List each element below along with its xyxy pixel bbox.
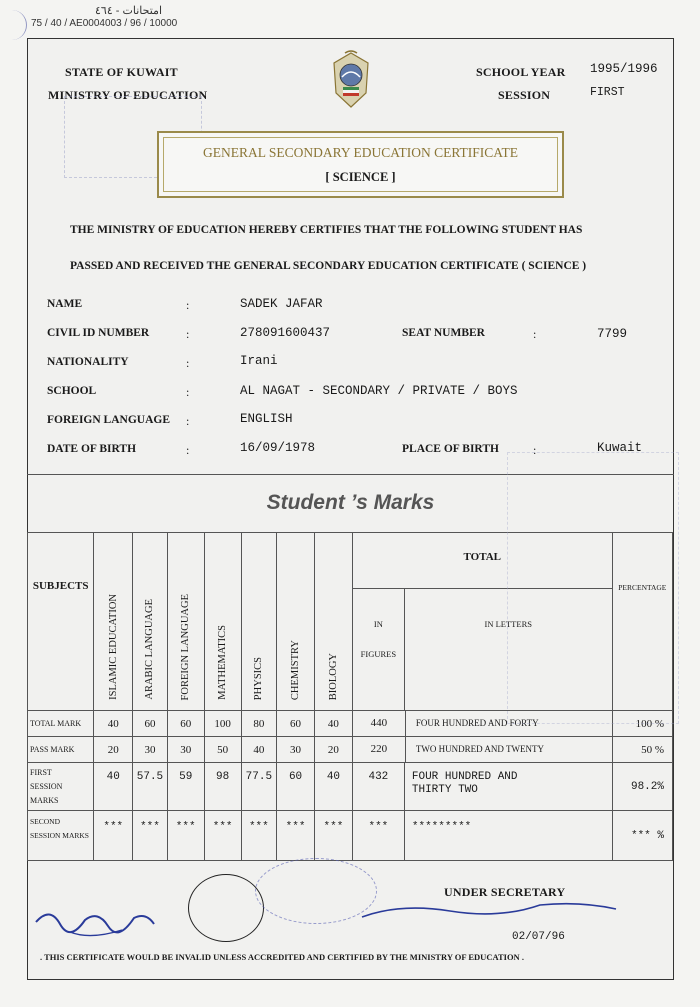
subject-header bbox=[241, 533, 276, 711]
student-name: SADEK JAFAR bbox=[240, 297, 323, 311]
mark-cell: 57.5 bbox=[133, 763, 168, 811]
subject-name: FOREIGN LANGUAGE bbox=[180, 593, 192, 700]
percentage-cell: 98.2% bbox=[612, 763, 672, 811]
mark-cell: *** bbox=[241, 811, 276, 861]
civil-id-label: CIVIL ID NUMBER bbox=[47, 327, 150, 339]
school-label: SCHOOL bbox=[47, 385, 97, 397]
mark-cell: 100 bbox=[204, 711, 241, 737]
mark-cell: 40 bbox=[94, 763, 133, 811]
mark-cell: 60 bbox=[133, 711, 168, 737]
mark-cell: 98 bbox=[204, 763, 241, 811]
total-figure: 432 bbox=[353, 763, 405, 810]
name-label: NAME bbox=[47, 298, 83, 310]
colon: : bbox=[533, 443, 537, 457]
mark-cell: 50 bbox=[204, 737, 241, 763]
certificate-subtitle: [ SCIENCE ] bbox=[325, 170, 396, 184]
percentage-cell: 100 % bbox=[612, 711, 672, 737]
mark-cell: 60 bbox=[277, 763, 315, 811]
colon: : bbox=[533, 327, 537, 341]
seat-number-label: SEAT NUMBER bbox=[402, 327, 485, 339]
marks-title: Student ’s Marks bbox=[266, 491, 435, 514]
state-of-kuwait: STATE OF KUWAIT bbox=[65, 65, 178, 79]
in-letters-label: IN LETTERS bbox=[484, 619, 532, 629]
mark-cell: 20 bbox=[314, 737, 352, 763]
mark-cell: *** bbox=[314, 811, 352, 861]
subject-header bbox=[94, 533, 133, 711]
certificate-title-box bbox=[157, 131, 564, 198]
validity-notice: . THIS CERTIFICATE WOULD BE INVALID UNLESS ACCREDITED AND CERTIFIED BY THE MINISTRY OF EDUCATION . bbox=[40, 952, 524, 962]
mark-cell: *** bbox=[133, 811, 168, 861]
date-of-birth-label: DATE OF BIRTH bbox=[47, 443, 137, 455]
mark-cell: 60 bbox=[277, 711, 315, 737]
colon: : bbox=[186, 414, 190, 428]
percentage-cell: 50 % bbox=[612, 737, 672, 763]
in-figures-label: IN FIGURES bbox=[353, 589, 405, 710]
subject-header bbox=[314, 533, 352, 711]
mark-cell: 40 bbox=[314, 711, 352, 737]
subject-header bbox=[133, 533, 168, 711]
session-label: SESSION bbox=[498, 88, 551, 102]
subject-name: PHYSICS bbox=[253, 656, 265, 700]
subjects-header bbox=[28, 533, 94, 711]
document-reference: 75 / 40 / AE0004003 / 96 / 10000 bbox=[31, 18, 178, 29]
colon: : bbox=[186, 356, 190, 370]
foreign-language: ENGLISH bbox=[240, 412, 293, 426]
subjects-label: SUBJECTS bbox=[32, 580, 89, 592]
school-name: AL NAGAT - SECONDARY / PRIVATE / BOYS bbox=[240, 384, 518, 398]
mark-cell: 40 bbox=[314, 763, 352, 811]
total-figure: *** bbox=[353, 811, 405, 860]
colon: : bbox=[186, 298, 190, 312]
row-label: TOTAL MARK bbox=[28, 711, 94, 737]
ministry-of-education: MINISTRY OF EDUCATION bbox=[48, 88, 208, 102]
mark-cell: 20 bbox=[94, 737, 133, 763]
mark-cell: *** bbox=[204, 811, 241, 861]
subject-name: BIOLOGY bbox=[327, 652, 339, 700]
place-of-birth: Kuwait bbox=[597, 441, 643, 455]
total-cell bbox=[352, 763, 612, 811]
school-year-value: 1995/1996 bbox=[590, 62, 658, 76]
under-secretary: UNDER SECRETARY bbox=[444, 885, 566, 899]
place-of-birth-label: PLACE OF BIRTH bbox=[402, 443, 499, 455]
total-cell bbox=[352, 811, 612, 861]
table-row bbox=[28, 763, 673, 811]
statement-line-2: PASSED AND RECEIVED THE GENERAL SECONDARY EDUCATION CERTIFICATE ( SCIENCE ) bbox=[70, 260, 587, 272]
official-seal bbox=[188, 874, 264, 942]
foreign-language-label: FOREIGN LANGUAGE bbox=[47, 414, 170, 426]
session-value: FIRST bbox=[590, 86, 625, 99]
nationality-label: NATIONALITY bbox=[47, 356, 129, 368]
row-label: FIRST SESSION MARKS bbox=[28, 763, 94, 811]
top-arabic-ref: امتحانات - ٤٦٤ bbox=[95, 5, 162, 17]
total-letters: FOUR HUNDRED AND THIRTY TWO bbox=[411, 771, 518, 796]
table-row bbox=[28, 811, 673, 861]
mark-cell: *** bbox=[277, 811, 315, 861]
corner-stamp bbox=[0, 10, 27, 40]
row-label: PASS MARK bbox=[28, 737, 94, 763]
ministry-stamp bbox=[255, 858, 377, 924]
subject-name: MATHEMATICS bbox=[217, 625, 229, 700]
mark-cell: 59 bbox=[167, 763, 204, 811]
total-figure: 440 bbox=[353, 711, 406, 736]
mark-cell: *** bbox=[94, 811, 133, 861]
colon: : bbox=[186, 327, 190, 341]
seat-number: 7799 bbox=[597, 327, 628, 341]
table-row bbox=[28, 737, 673, 763]
kuwait-emblem-icon bbox=[328, 49, 374, 111]
mark-cell: *** bbox=[167, 811, 204, 861]
total-letters: FOUR HUNDRED AND FORTY bbox=[415, 718, 539, 728]
percentage-label: PERCENTAGE bbox=[618, 583, 667, 592]
total-figure: 220 bbox=[353, 737, 406, 762]
total-letters: TWO HUNDRED AND TWENTY bbox=[415, 744, 544, 754]
mark-cell: 30 bbox=[167, 737, 204, 763]
total-label: TOTAL bbox=[353, 533, 612, 589]
mark-cell: 40 bbox=[241, 737, 276, 763]
subject-header bbox=[277, 533, 315, 711]
mark-cell: 80 bbox=[241, 711, 276, 737]
mark-cell: 40 bbox=[94, 711, 133, 737]
certificate-title: GENERAL SECONDARY EDUCATION CERTIFICATE bbox=[202, 145, 519, 160]
mark-cell: 77.5 bbox=[241, 763, 276, 811]
subject-header bbox=[204, 533, 241, 711]
nationality: Irani bbox=[240, 354, 278, 368]
date-of-birth: 16/09/1978 bbox=[240, 441, 316, 455]
mark-cell: 30 bbox=[133, 737, 168, 763]
signature-icon bbox=[30, 902, 160, 944]
school-year-label: SCHOOL YEAR bbox=[476, 65, 566, 79]
percentage-cell: *** % bbox=[612, 811, 672, 861]
total-letters: ********* bbox=[411, 821, 472, 833]
faded-stamp-right bbox=[507, 452, 679, 724]
mark-cell: 60 bbox=[167, 711, 204, 737]
subject-name: CHEMISTRY bbox=[290, 639, 302, 700]
subject-name: ARABIC LANGUAGE bbox=[144, 599, 156, 700]
subject-header bbox=[167, 533, 204, 711]
row-label: SECOND SESSION MARKS bbox=[28, 811, 94, 861]
statement-line-1: THE MINISTRY OF EDUCATION HEREBY CERTIFIES THAT THE FOLLOWING STUDENT HAS bbox=[70, 224, 583, 236]
civil-id-number: 278091600437 bbox=[240, 326, 331, 340]
mark-cell: 30 bbox=[277, 737, 315, 763]
colon: : bbox=[186, 385, 190, 399]
subject-name: ISLAMIC EDUCATION bbox=[107, 594, 119, 700]
total-cell bbox=[352, 737, 612, 763]
issue-date: 02/07/96 bbox=[512, 931, 565, 943]
secretary-signature-icon bbox=[360, 895, 620, 925]
colon: : bbox=[186, 443, 190, 457]
